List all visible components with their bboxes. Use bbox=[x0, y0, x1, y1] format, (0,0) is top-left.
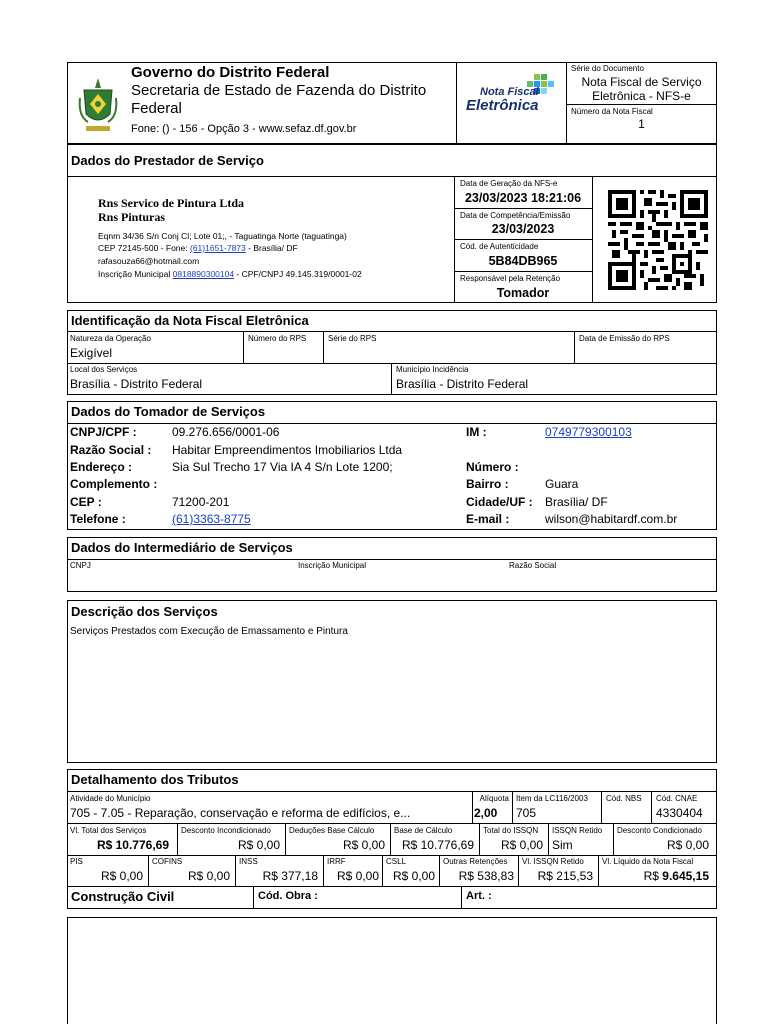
irrf-label: IRRF bbox=[327, 857, 346, 866]
tomador-cnpj-label: CNPJ/CPF : bbox=[70, 425, 137, 439]
prestador-im-link[interactable]: 0818890300104 bbox=[172, 269, 235, 279]
prestador-section-title: Dados do Prestador de Serviço bbox=[71, 153, 264, 168]
descricao-section-title: Descrição dos Serviços bbox=[71, 604, 218, 619]
obra-label: Cód. Obra : bbox=[258, 890, 318, 902]
art-label: Art. : bbox=[466, 890, 492, 902]
prestador-email: rafasouza66@hotmail.com bbox=[98, 256, 200, 266]
tomador-bairro-label: Bairro : bbox=[466, 477, 509, 491]
prestador-cep-prefix: CEP 72145-500 - Fone: bbox=[98, 243, 190, 253]
serie-label: Série do Documento bbox=[571, 64, 644, 73]
natureza-label: Natureza da Operação bbox=[70, 334, 151, 343]
outras-retencoes-label: Outras Retenções bbox=[443, 857, 508, 866]
nfe-logo bbox=[460, 70, 563, 132]
local-label: Local dos Serviços bbox=[70, 365, 138, 374]
desc-cond-label: Desconto Condicionado bbox=[617, 826, 702, 835]
prestador-address: Eqnm 34/36 S/n Conj Cl; Lote 01;, - Taguatinga Norte (taguatinga) bbox=[98, 231, 347, 241]
cnae-label: Cód. CNAE bbox=[656, 794, 698, 803]
serie-rps-label: Série do RPS bbox=[328, 334, 377, 343]
tomador-endereco-value: Sia Sul Trecho 17 Via IA 4 S/n Lote 1200; bbox=[172, 460, 393, 474]
desc-cond-value: R$ 0,00 bbox=[666, 838, 709, 852]
tomador-telefone-label: Telefone : bbox=[70, 512, 126, 526]
secretaria-line2: Federal bbox=[131, 100, 182, 117]
base-calculo-label: Base de Cálculo bbox=[394, 826, 453, 835]
nfe-logo-text2: Eletrônica bbox=[466, 97, 539, 114]
total-issqn-value: R$ 0,00 bbox=[500, 838, 543, 852]
item-lc-label: Item da LC116/2003 bbox=[516, 794, 588, 803]
descricao-box bbox=[67, 600, 717, 763]
pis-label: PIS bbox=[70, 857, 83, 866]
inss-value: R$ 377,18 bbox=[262, 869, 318, 883]
autenticidade-value: 5B84DB965 bbox=[488, 254, 558, 268]
autenticidade-label: Cód. de Autenticidade bbox=[460, 242, 539, 251]
prestador-fantasia: Rns Pinturas bbox=[98, 210, 166, 224]
tomador-cnpj-value: 09.276.656/0001-06 bbox=[172, 425, 280, 439]
tomador-bairro-value: Guara bbox=[545, 477, 579, 491]
serie-value-2: Eletrônica - NFS-e bbox=[592, 89, 691, 103]
municipio-label: Município Incidência bbox=[396, 365, 469, 374]
atividade-value: 705 - 7.05 - Reparação, conservação e reforma de edifícios, e... bbox=[70, 806, 411, 820]
prestador-im-line bbox=[98, 269, 362, 279]
tomador-section-title: Dados do Tomador de Serviços bbox=[71, 404, 266, 419]
tomador-im-link[interactable]: 0749779300103 bbox=[545, 425, 632, 439]
vl-issqn-retido-value: R$ 215,53 bbox=[537, 869, 593, 883]
liquido-value: 9.645,15 bbox=[662, 869, 709, 883]
descricao-text: Serviços Prestados com Execução de Emassamento e Pintura bbox=[70, 626, 348, 637]
desc-incond-label: Desconto Incondicionado bbox=[181, 826, 271, 835]
construcao-title: Construção Civil bbox=[71, 889, 175, 904]
tomador-email-value: wilson@habitardf.com.br bbox=[545, 512, 678, 526]
liquido-line bbox=[600, 869, 709, 883]
retencao-value: Tomador bbox=[496, 286, 550, 300]
tomador-endereco-label: Endereço : bbox=[70, 460, 133, 474]
local-value: Brasília - Distrito Federal bbox=[70, 377, 203, 391]
intermediario-razao-label: Razão Social bbox=[509, 561, 557, 570]
numero-nota-label: Número da Nota Fiscal bbox=[571, 107, 653, 116]
competencia-value: 23/03/2023 bbox=[491, 222, 555, 236]
gov-title: Governo do Distrito Federal bbox=[131, 64, 330, 81]
issqn-retido-value: Sim bbox=[552, 838, 573, 852]
outras-retencoes-value: R$ 538,83 bbox=[458, 869, 514, 883]
data-rps-label: Data de Emissão do RPS bbox=[579, 334, 670, 343]
deducoes-label: Deduções Base Cálculo bbox=[289, 826, 375, 835]
natureza-value: Exigível bbox=[70, 346, 113, 360]
irrf-value: R$ 0,00 bbox=[336, 869, 379, 883]
intermediario-cnpj-label: CNPJ bbox=[70, 561, 91, 570]
header-phone: Fone: () - 156 - Opção 3 - www.sefaz.df.gov.br bbox=[131, 123, 357, 135]
item-lc-value: 705 bbox=[516, 806, 537, 820]
vl-issqn-retido-label: Vl. ISSQN Retido bbox=[522, 857, 584, 866]
csll-value: R$ 0,00 bbox=[392, 869, 435, 883]
atividade-label: Atividade do Município bbox=[70, 794, 151, 803]
liquido-prefix: R$ bbox=[643, 869, 659, 883]
pis-value: R$ 0,00 bbox=[100, 869, 143, 883]
tomador-telefone-link[interactable]: (61)3363-8775 bbox=[172, 512, 251, 526]
retencao-label: Responsável pela Retenção bbox=[460, 274, 561, 283]
tomador-cidade-value: Brasília/ DF bbox=[545, 495, 608, 509]
base-calculo-value: R$ 10.776,69 bbox=[401, 838, 474, 852]
nbs-label: Cód. NBS bbox=[606, 794, 642, 803]
tomador-email-label: E-mail : bbox=[466, 512, 510, 526]
total-issqn-label: Total do ISSQN bbox=[483, 826, 539, 835]
cofins-value: R$ 0,00 bbox=[187, 869, 230, 883]
tomador-cep-value: 71200-201 bbox=[172, 495, 230, 509]
intermediario-section-title: Dados do Intermediário de Serviços bbox=[71, 540, 293, 555]
secretaria-line1: Secretaria de Estado de Fazenda do Distrito bbox=[131, 82, 427, 99]
qr-code-icon[interactable] bbox=[607, 190, 709, 290]
geracao-value: 23/03/2023 18:21:06 bbox=[464, 191, 582, 205]
liquido-label: Vl. Líquido da Nota Fiscal bbox=[602, 857, 694, 866]
bottom-box bbox=[67, 917, 717, 1024]
cofins-label: COFINS bbox=[152, 857, 183, 866]
csll-label: CSLL bbox=[386, 857, 407, 866]
competencia-label: Data de Competência/Emissão bbox=[460, 211, 571, 220]
prestador-im-prefix: Inscrição Municipal bbox=[98, 269, 173, 279]
tomador-complemento-label: Complemento : bbox=[70, 477, 158, 491]
aliquota-value: 2,00 bbox=[474, 806, 498, 820]
tomador-numero-label: Número : bbox=[466, 460, 519, 474]
prestador-cep-line bbox=[98, 243, 298, 253]
serie-value-1: Nota Fiscal de Serviço bbox=[581, 75, 702, 89]
tomador-razao-value: Habitar Empreendimentos Imobiliarios Ltda bbox=[172, 443, 403, 457]
geracao-label: Data de Geração da NFS-e bbox=[460, 179, 558, 188]
deducoes-value: R$ 0,00 bbox=[342, 838, 385, 852]
numero-nota-value: 1 bbox=[638, 117, 645, 131]
total-servicos-value: R$ 10.776,69 bbox=[96, 838, 169, 852]
intermediario-im-label: Inscrição Municipal bbox=[298, 561, 367, 570]
tomador-razao-label: Razão Social : bbox=[70, 443, 152, 457]
desc-incond-value: R$ 0,00 bbox=[237, 838, 280, 852]
tributos-section-title: Detalhamento dos Tributos bbox=[71, 772, 239, 787]
tomador-cidade-label: Cidade/UF : bbox=[466, 495, 533, 509]
municipio-value: Brasília - Distrito Federal bbox=[396, 377, 529, 391]
prestador-phone-link[interactable]: (61)1651-7873 bbox=[190, 243, 246, 253]
total-servicos-label: Vl. Total dos Serviços bbox=[70, 826, 147, 835]
tomador-cep-label: CEP : bbox=[70, 495, 102, 509]
cnae-value: 4330404 bbox=[656, 806, 703, 820]
tomador-im-label: IM : bbox=[466, 425, 487, 439]
issqn-retido-label: ISSQN Retido bbox=[552, 826, 603, 835]
nfe-logo-text1: Nota Fiscal bbox=[480, 86, 539, 98]
identificacao-section-title: Identificação da Nota Fiscal Eletrônica bbox=[71, 313, 309, 328]
df-coat-of-arms-icon bbox=[76, 76, 120, 138]
aliquota-label: Alíquota bbox=[479, 794, 509, 803]
numero-rps-label: Número do RPS bbox=[248, 334, 307, 343]
prestador-cep-suffix: - Brasília/ DF bbox=[245, 243, 298, 253]
prestador-name: Rns Servico de Pintura Ltda bbox=[98, 196, 245, 210]
prestador-cnpj: - CPF/CNPJ 49.145.319/0001-02 bbox=[234, 269, 362, 279]
inss-label: INSS bbox=[239, 857, 258, 866]
